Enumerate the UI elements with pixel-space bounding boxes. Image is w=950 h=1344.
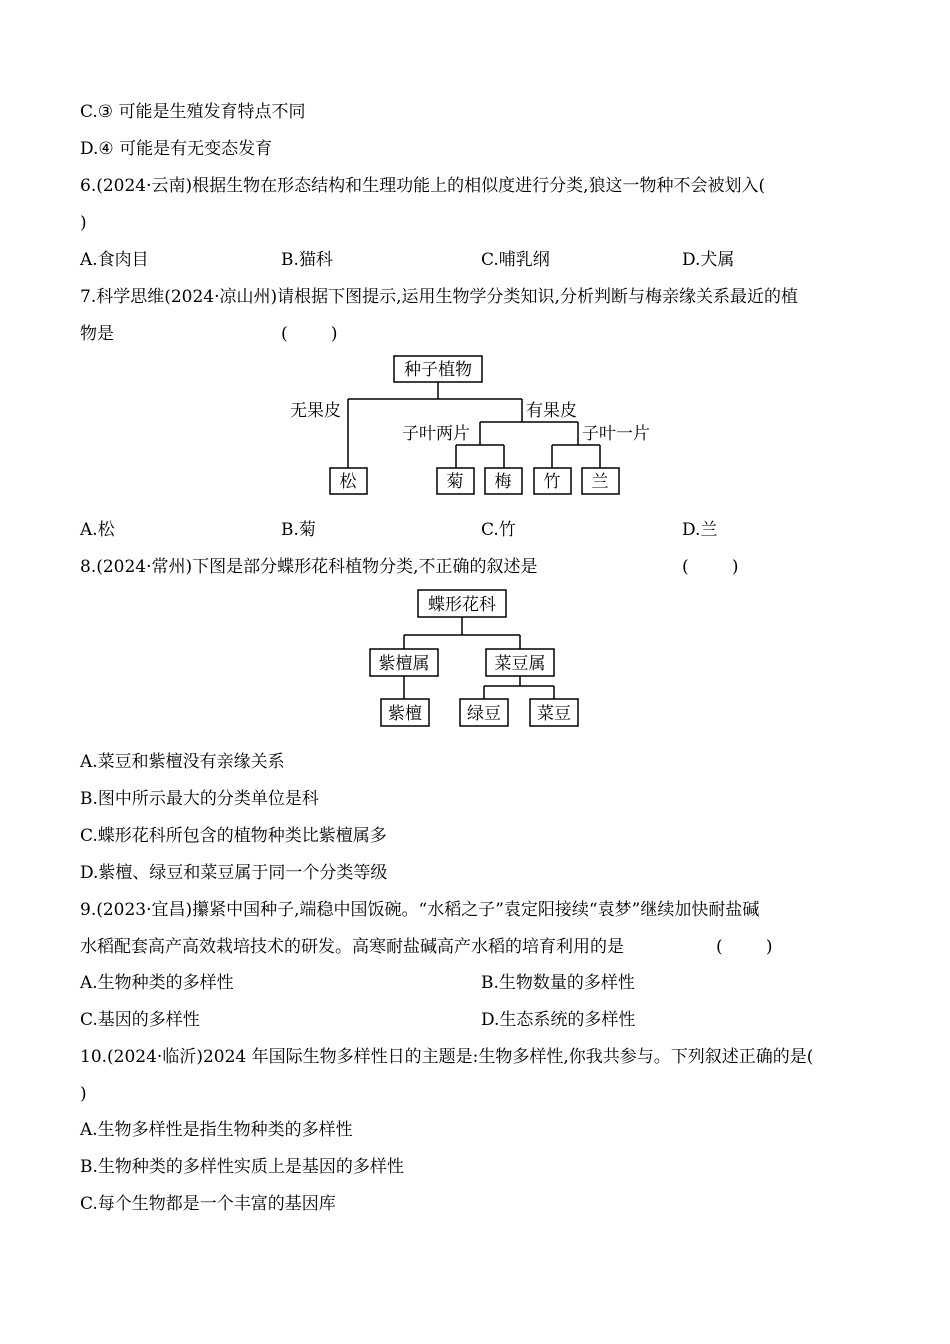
q8-option-c: C.蝶形花科所包含的植物种类比紫檀属多: [80, 826, 387, 846]
q7-two-cotyledons-label: 子叶两片: [402, 424, 470, 444]
q8-species-kidney-bean: 菜豆: [537, 704, 571, 724]
q10-option-b: B.生物种类的多样性实质上是基因的多样性: [80, 1157, 404, 1177]
q7-option-d: D.兰: [682, 520, 718, 540]
q7-leaf-bamboo: 竹: [543, 472, 561, 492]
q8-classification-diagram: [360, 585, 600, 730]
q8-genus-pterocarpus: 紫檀属: [378, 654, 430, 674]
q6-stem-line1: 6.(2024·云南)根据生物在形态结构和生理功能上的相似度进行分类,狼这一物种不会被划入(: [80, 176, 766, 196]
q7-option-c: C.竹: [481, 520, 516, 540]
q7-leaf-chrysanthemum: 菊: [446, 472, 464, 492]
q8-stem: 8.(2024·常州)下图是部分蝶形花科植物分类,不正确的叙述是: [80, 557, 538, 577]
q7-leaf-orchid: 兰: [591, 472, 609, 492]
q8-option-b: B.图中所示最大的分类单位是科: [80, 789, 319, 809]
q9-answer-paren: ( ): [716, 937, 773, 957]
q9-stem-line2: 水稻配套高产高效栽培技术的研发。高寒耐盐碱高产水稻的培育利用的是: [80, 937, 624, 957]
q9-option-c: C.基因的多样性: [80, 1010, 200, 1030]
q7-option-b: B.菊: [281, 520, 316, 540]
q6-option-d: D.犬属: [682, 250, 735, 270]
q7-leaf-pine: 松: [339, 472, 357, 492]
q7-answer-paren: ( ): [281, 324, 338, 344]
q10-option-c: C.每个生物都是一个丰富的基因库: [80, 1194, 336, 1214]
q9-option-b: B.生物数量的多样性: [481, 973, 635, 993]
q10-option-a: A.生物多样性是指生物种类的多样性: [80, 1120, 353, 1140]
q7-stem-line1: 7.科学思维(2024·凉山州)请根据下图提示,运用生物学分类知识,分析判断与梅亲缘关系最近的植: [80, 287, 798, 307]
q7-root-label: 种子植物: [404, 360, 472, 380]
q5-option-c: C.③ 可能是生殖发育特点不同: [80, 102, 306, 122]
q8-option-d: D.紫檀、绿豆和菜豆属于同一个分类等级: [80, 863, 388, 883]
q7-leaf-plum: 梅: [494, 472, 512, 492]
q6-option-b: B.猫科: [281, 250, 333, 270]
q7-fruit-coat-label: 有果皮: [526, 401, 577, 421]
q9-option-d: D.生态系统的多样性: [481, 1010, 636, 1030]
q7-stem-line2: 物是: [80, 324, 114, 344]
q5-option-d: D.④ 可能是有无变态发育: [80, 139, 273, 159]
q10-stem-line2: ): [80, 1084, 87, 1104]
q7-one-cotyledon-label: 子叶一片: [582, 424, 650, 444]
q7-option-a: A.松: [80, 520, 115, 540]
q8-option-a: A.菜豆和紫檀没有亲缘关系: [80, 752, 285, 772]
q8-answer-paren: ( ): [682, 557, 739, 577]
q6-option-c: C.哺乳纲: [481, 250, 550, 270]
q7-classification-diagram: [280, 350, 680, 500]
q8-genus-phaseolus: 菜豆属: [494, 654, 546, 674]
q8-species-mung-bean: 绿豆: [467, 704, 501, 724]
q6-option-a: A.食肉目: [80, 250, 149, 270]
q7-no-fruit-coat-label: 无果皮: [290, 401, 341, 421]
q10-stem-line1: 10.(2024·临沂)2024 年国际生物多样性日的主题是:生物多样性,你我共参与。下列叙述正确的是(: [80, 1047, 814, 1067]
q9-option-a: A.生物种类的多样性: [80, 973, 234, 993]
q9-stem-line1: 9.(2023·宜昌)攥紧中国种子,端稳中国饭碗。“水稻之子”袁定阳接续“袁梦”继续加快耐盐碱: [80, 900, 760, 920]
q8-species-zitan: 紫檀: [388, 704, 422, 724]
q8-root-label: 蝶形花科: [428, 595, 496, 615]
q6-stem-line2: ): [80, 213, 87, 233]
